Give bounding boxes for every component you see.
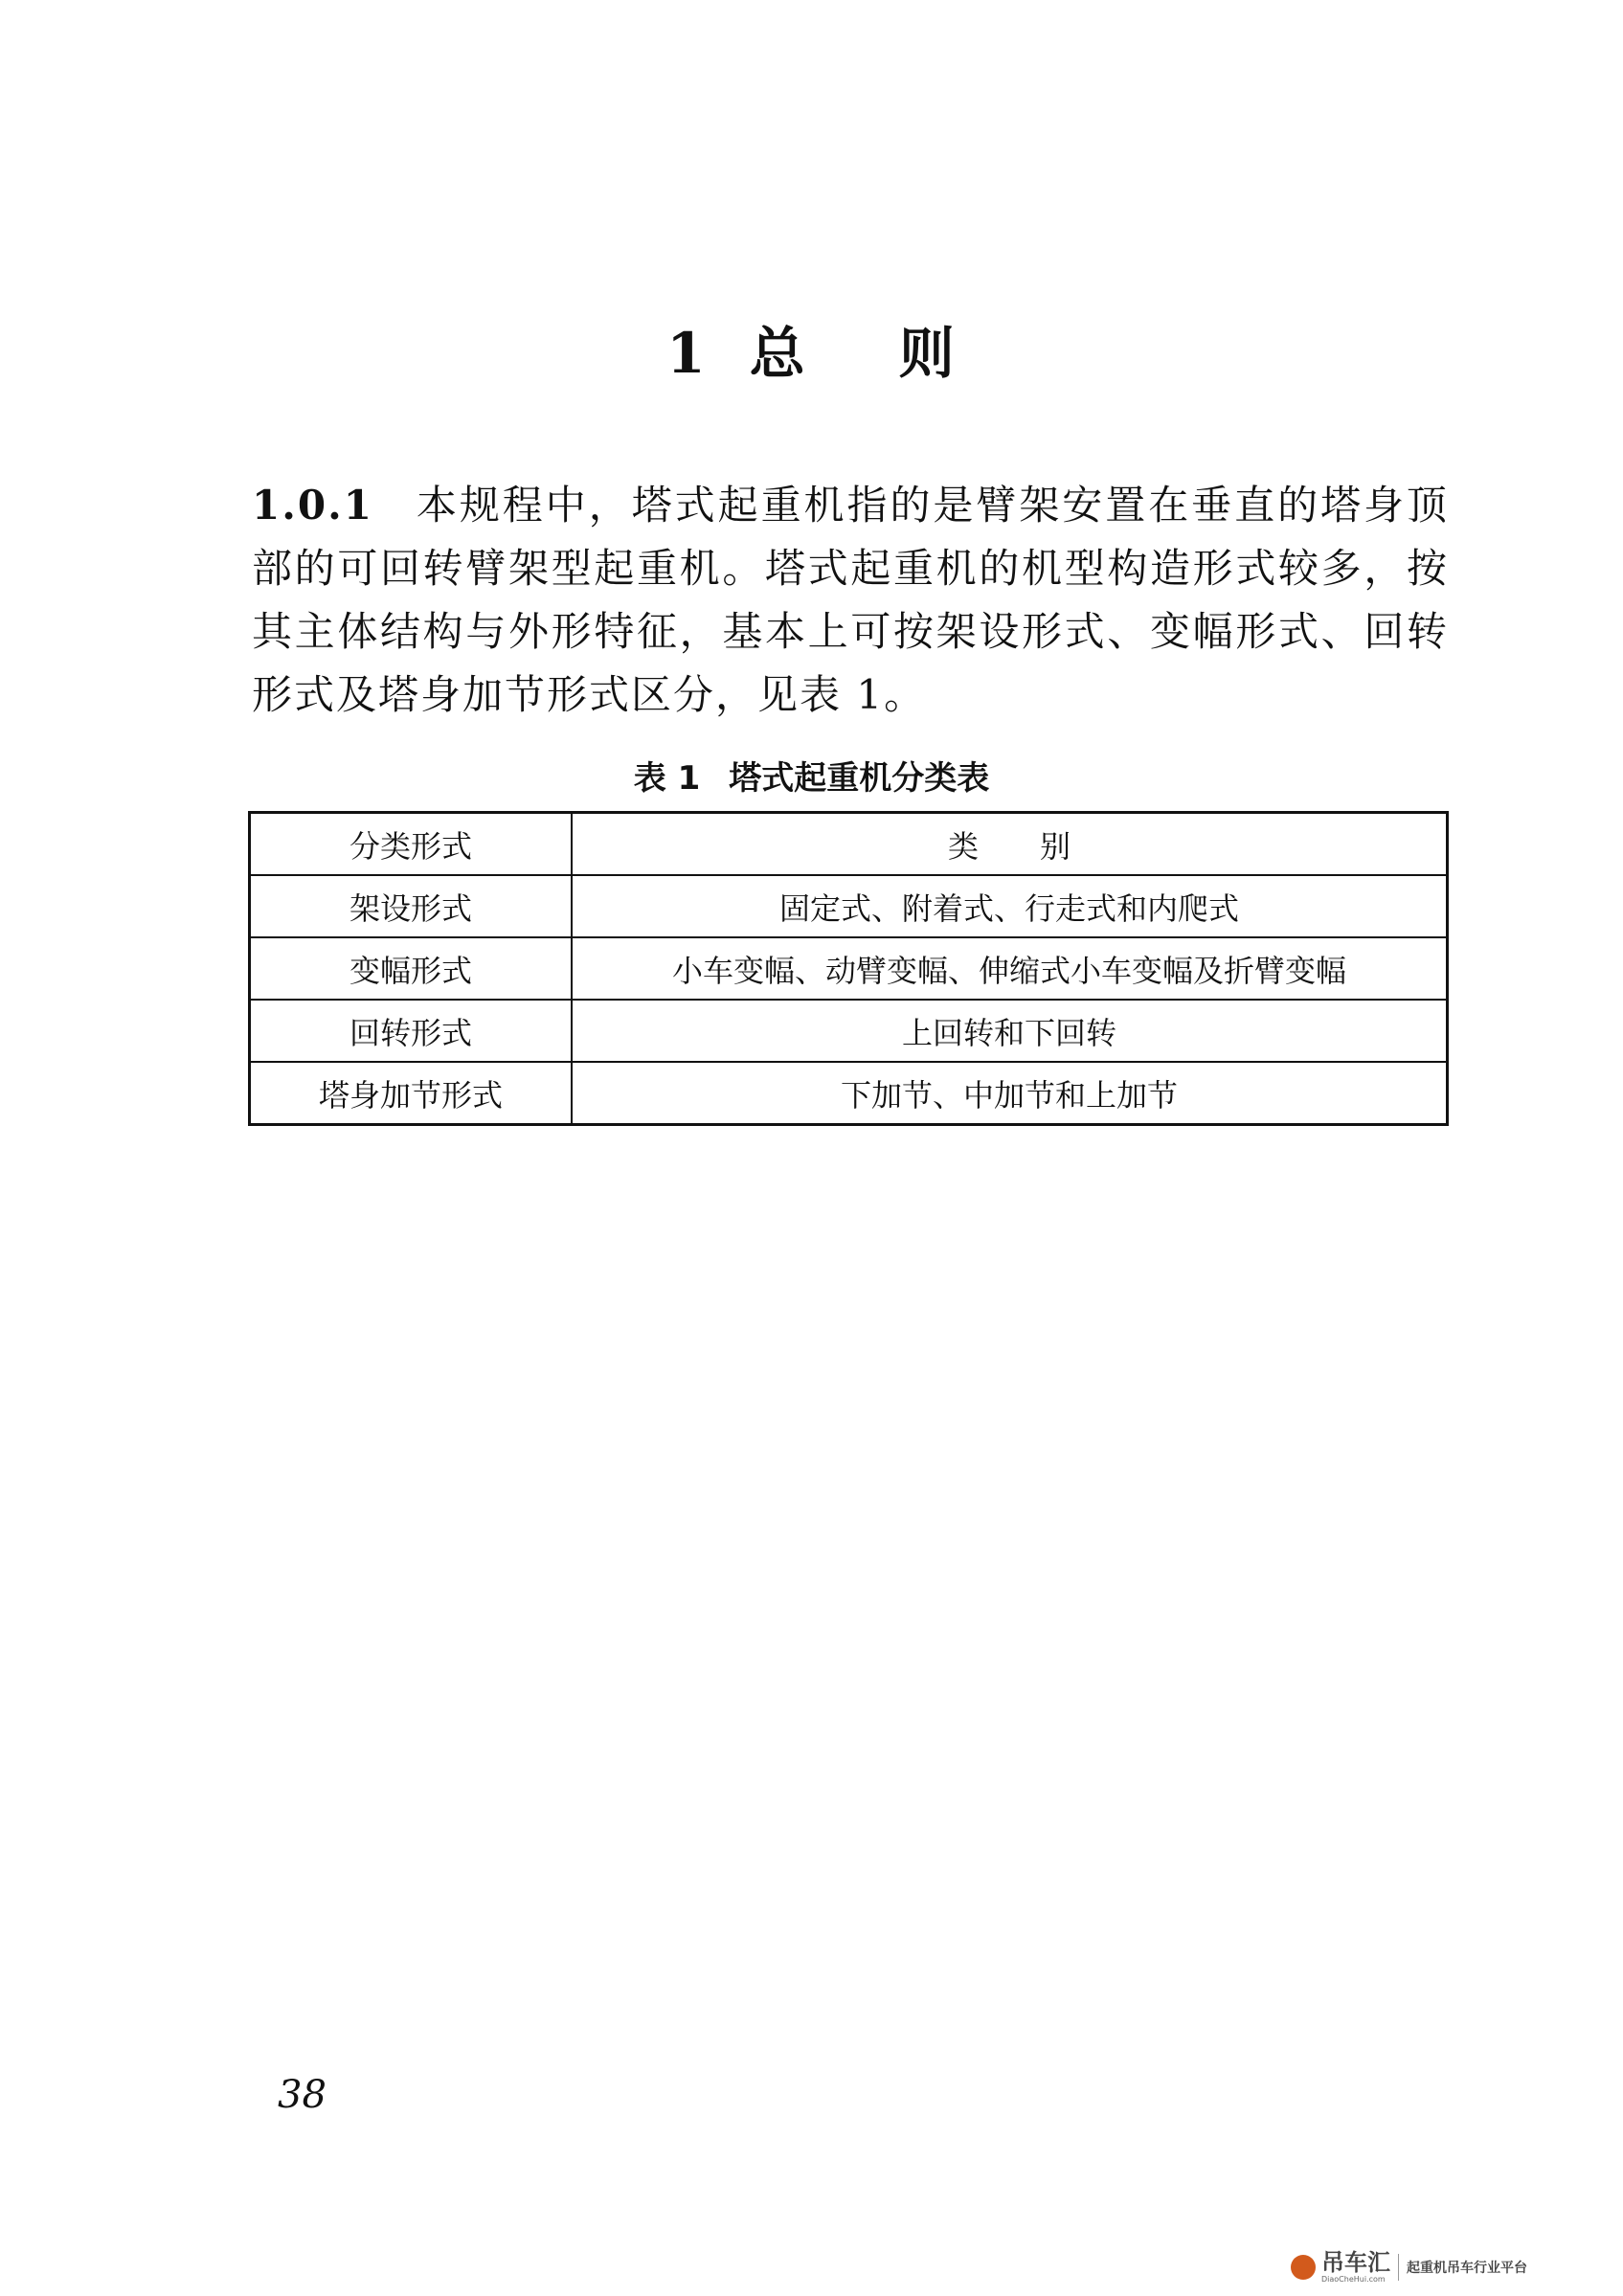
table-cell: 小车变幅、动臂变幅、伸缩式小车变幅及折臂变幅 bbox=[572, 937, 1448, 1000]
watermark-logo bbox=[1291, 2251, 1390, 2284]
table-cell: 上回转和下回转 bbox=[572, 1000, 1448, 1062]
table-header-cell: 类 别 bbox=[572, 813, 1448, 876]
chapter-title bbox=[0, 308, 1623, 389]
table-caption bbox=[0, 752, 1623, 799]
clause-text: 本规程中，塔式起重机指的是臂架安置在垂直的塔身顶部的可回转臂架型起重机。塔式起重机的机型构造形式较多，按其主体结构与外形特征，基本上可按架设形式、变幅形式、回转形式及塔身加节形式区分，见表 1。 bbox=[252, 482, 1449, 718]
watermark-divider bbox=[1398, 2254, 1399, 2281]
table-row bbox=[250, 1062, 1448, 1125]
table-row bbox=[250, 937, 1448, 1000]
watermark-brand: 吊车汇 bbox=[1321, 2249, 1390, 2276]
page-number: 38 bbox=[278, 2073, 327, 2117]
clause-number: 1.0.1 bbox=[252, 482, 373, 529]
table-row bbox=[250, 875, 1448, 937]
watermark-domain: DiaoCheHui.com bbox=[1321, 2275, 1386, 2284]
table-cell: 回转形式 bbox=[250, 1000, 573, 1062]
table-header-row bbox=[250, 813, 1448, 876]
table-cell: 塔身加节形式 bbox=[250, 1062, 573, 1125]
classification-table bbox=[248, 811, 1449, 1126]
table-header-cell: 分类形式 bbox=[250, 813, 573, 876]
crane-logo-icon bbox=[1291, 2255, 1316, 2280]
watermark bbox=[1291, 2248, 1527, 2286]
table-row bbox=[250, 1000, 1448, 1062]
table-caption-title: 塔式起重机分类表 bbox=[729, 759, 990, 798]
table-caption-label: 表 1 bbox=[633, 759, 701, 798]
table-cell: 架设形式 bbox=[250, 875, 573, 937]
chapter-number: 1 bbox=[666, 321, 708, 386]
table-cell: 下加节、中加节和上加节 bbox=[572, 1062, 1448, 1125]
table-cell: 固定式、附着式、行走式和内爬式 bbox=[572, 875, 1448, 937]
clause-paragraph bbox=[252, 474, 1449, 727]
table-cell: 变幅形式 bbox=[250, 937, 573, 1000]
watermark-slogan: 起重机吊车行业平台 bbox=[1407, 2261, 1527, 2276]
chapter-title-char-1: 总 bbox=[749, 321, 807, 386]
chapter-title-char-2: 则 bbox=[898, 321, 957, 386]
